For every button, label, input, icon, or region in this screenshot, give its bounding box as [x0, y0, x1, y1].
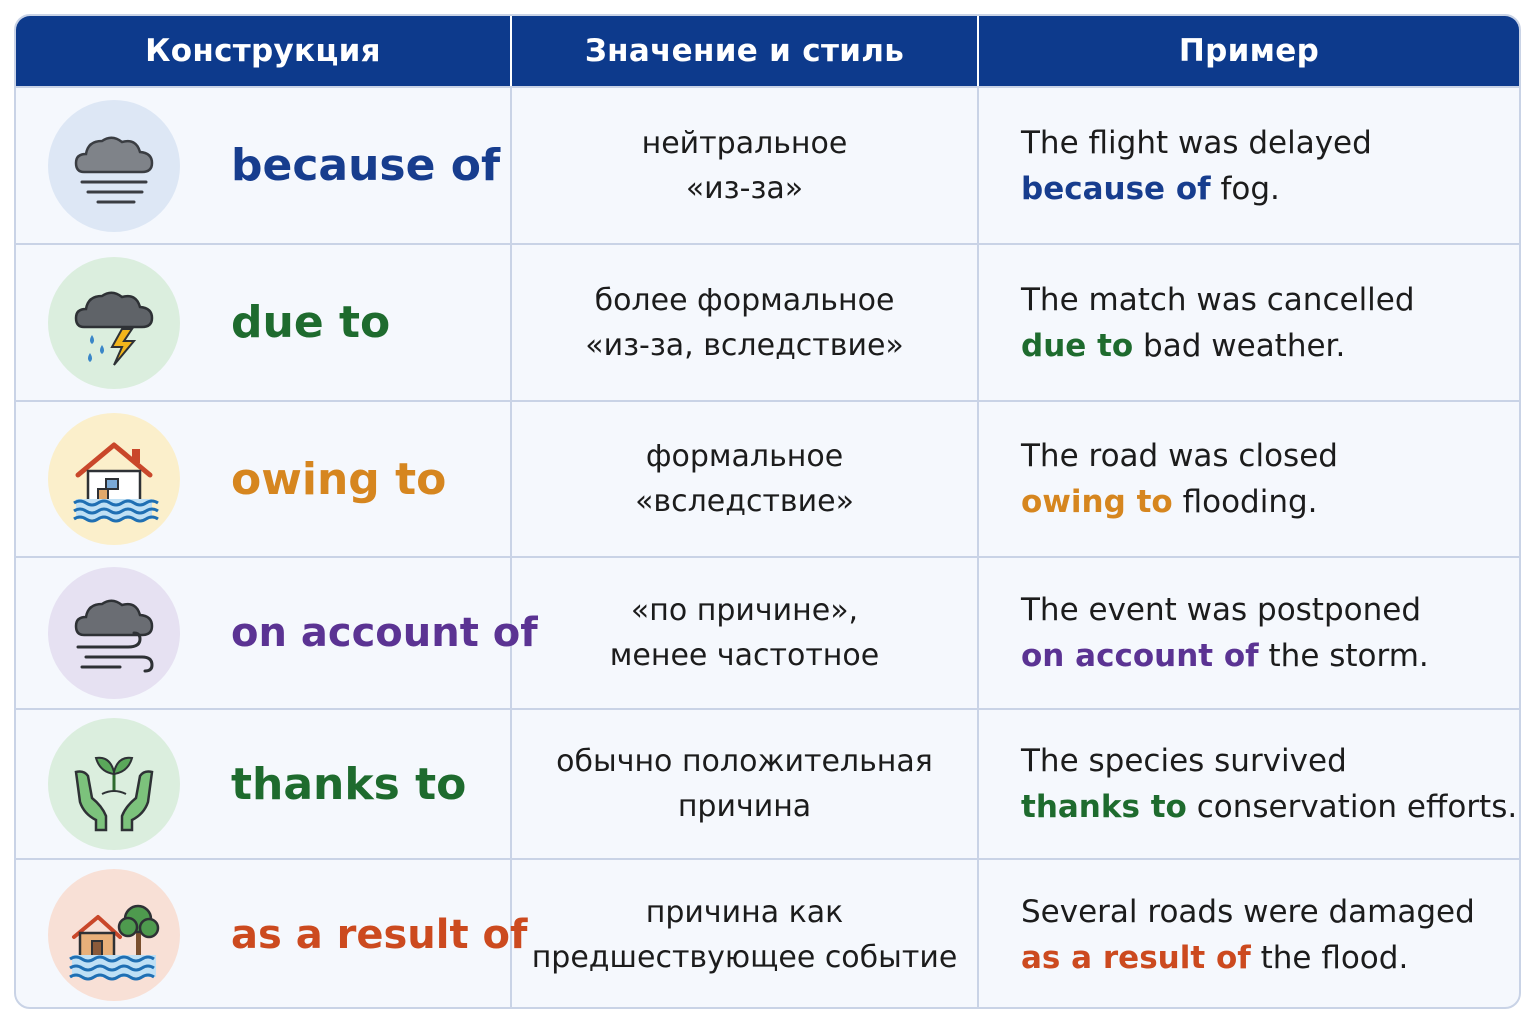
example-line: The flight was delayed: [1021, 124, 1372, 161]
table-row-as-a-result-of: [16, 858, 1519, 1009]
meaning-line: менее частотное: [609, 638, 880, 673]
hands-plant-icon: [48, 718, 180, 850]
meaning-cell: [510, 860, 977, 1009]
example-cell: [977, 402, 1519, 556]
meaning-cell: [510, 402, 977, 556]
example-line: [1021, 166, 1519, 212]
term-label: thanks to: [231, 758, 467, 810]
meaning-line: предшествующее событие: [531, 939, 958, 975]
construction-cell: [16, 558, 538, 708]
table-header: [16, 16, 1519, 86]
construction-cell: [16, 245, 510, 400]
construction-cell: [16, 710, 510, 858]
header-example: Пример: [977, 16, 1519, 86]
flooded-house-icon: [48, 413, 180, 545]
example-rest: the storm.: [1258, 638, 1429, 674]
term-label: on account of: [231, 610, 538, 656]
example-cell: [977, 245, 1519, 400]
example-cell: [977, 88, 1519, 243]
thunderstorm-icon: [48, 257, 180, 389]
term-label: because of: [231, 140, 501, 191]
meaning-cell: [510, 245, 977, 400]
term-label: as a result of: [231, 911, 528, 958]
construction-cell: [16, 860, 528, 1009]
example-cell: [977, 558, 1519, 708]
meaning-line: причина: [677, 789, 812, 824]
header-construction: Конструкция: [145, 33, 381, 69]
construction-cell: [16, 88, 510, 243]
meaning-cell: [510, 710, 977, 858]
example-line: The event was postponed: [1021, 592, 1422, 628]
flood-house-tree-icon: [48, 869, 180, 1001]
meaning-cell: [510, 558, 977, 708]
table-row-on-account-of: [16, 556, 1519, 708]
example-rest: fog.: [1210, 170, 1280, 207]
meaning-line: более формальное: [594, 282, 895, 318]
meaning-line: «из-за, вследствие»: [585, 327, 904, 363]
example-keyword: due to: [1021, 327, 1134, 364]
example-line: The species survived: [1021, 743, 1347, 779]
example-line: [1021, 323, 1519, 369]
example-cell: [977, 710, 1519, 858]
example-line: [1021, 479, 1519, 525]
construction-cell: [16, 402, 510, 556]
example-keyword: owing to: [1021, 484, 1173, 520]
fog-cloud-icon: [48, 100, 180, 232]
example-line: The road was closed: [1021, 438, 1338, 474]
meaning-line: «по причине»,: [630, 593, 859, 628]
meaning-line: обычно положительная: [556, 744, 933, 779]
example-line: [1021, 784, 1519, 830]
term-label: due to: [231, 297, 391, 348]
meaning-line: формальное: [645, 439, 844, 474]
meaning-line: причина как: [645, 894, 844, 930]
header-meaning: Значение и стиль: [510, 16, 977, 86]
example-rest: flooding.: [1172, 484, 1318, 520]
example-keyword: on account of: [1021, 638, 1259, 674]
table-row-thanks-to: [16, 708, 1519, 858]
example-line: Several roads were damaged: [1021, 893, 1475, 930]
meaning-line: нейтральное: [641, 125, 848, 161]
example-keyword: as a result of: [1021, 939, 1251, 976]
term-label: owing to: [231, 453, 447, 505]
example-rest: conservation efforts.: [1186, 789, 1518, 825]
wind-cloud-icon: [48, 567, 180, 699]
example-cell: [977, 860, 1519, 1009]
table-row-because-of: [16, 86, 1519, 243]
example-line: The match was cancelled: [1021, 281, 1415, 318]
table-row-owing-to: [16, 400, 1519, 556]
example-line: [1021, 633, 1519, 679]
table-row-due-to: [16, 243, 1519, 400]
phrases-table: [14, 14, 1521, 1009]
meaning-cell: [510, 88, 977, 243]
example-keyword: because of: [1021, 170, 1211, 207]
example-rest: the flood.: [1250, 939, 1409, 976]
example-line: [1021, 935, 1519, 981]
meaning-line: «из-за»: [685, 170, 804, 206]
meaning-line: «вследствие»: [635, 484, 854, 519]
example-keyword: thanks to: [1021, 789, 1187, 825]
example-rest: bad weather.: [1133, 327, 1346, 364]
